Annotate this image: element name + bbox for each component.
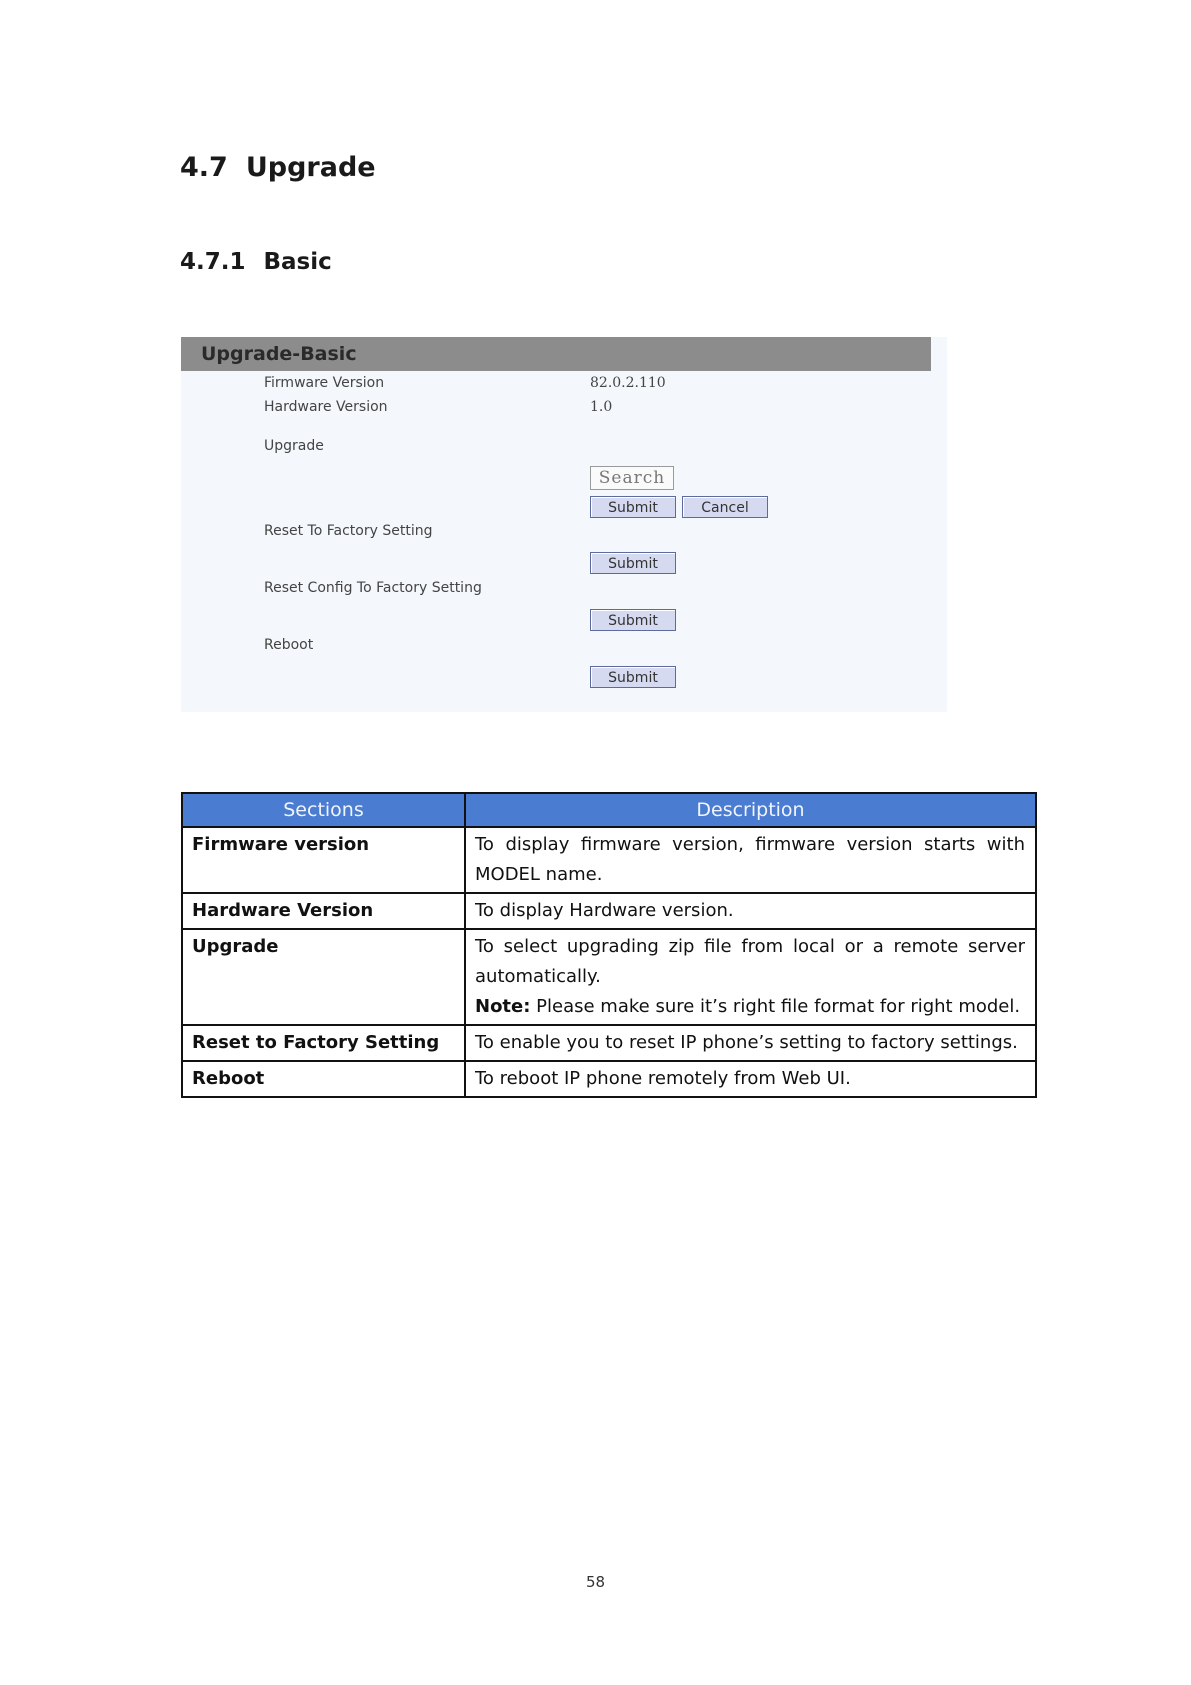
section-number: 4.7 — [180, 152, 228, 183]
table-header-row — [182, 793, 1036, 827]
reset-config-submit-button[interactable]: Submit — [590, 609, 676, 631]
upgrade-sections-table — [181, 792, 1037, 1098]
section-cell: Upgrade — [182, 929, 465, 1025]
subsection-title: Basic — [263, 249, 332, 275]
note-text: Please make sure it’s right file format for right model. — [530, 996, 1021, 1017]
upgrade-cancel-button[interactable]: Cancel — [682, 496, 768, 518]
column-header-sections: Sections — [182, 793, 465, 827]
column-header-description: Description — [465, 793, 1036, 827]
firmware-version-value: 82.0.2.110 — [590, 375, 666, 391]
description-cell: To enable you to reset IP phone’s setting to factory settings. — [465, 1025, 1036, 1061]
note-label: Note: — [475, 996, 531, 1017]
subsection-number: 4.7.1 — [180, 249, 246, 275]
subsection-heading-basic — [180, 249, 332, 275]
table-row — [182, 827, 1036, 893]
page-number: 58 — [585, 1573, 606, 1591]
description-cell: To display Hardware version. — [465, 893, 1036, 929]
upgrade-label: Upgrade — [264, 438, 324, 454]
upgrade-submit-button[interactable]: Submit — [590, 496, 676, 518]
table-row — [182, 929, 1036, 1025]
section-cell: Hardware Version — [182, 893, 465, 929]
section-title: Upgrade — [245, 152, 376, 183]
hardware-version-value: 1.0 — [590, 399, 613, 415]
section-cell: Reboot — [182, 1061, 465, 1097]
description-cell: To reboot IP phone remotely from Web UI. — [465, 1061, 1036, 1097]
table-row — [182, 893, 1036, 929]
section-cell: Firmware version — [182, 827, 465, 893]
reset-factory-submit-button[interactable]: Submit — [590, 552, 676, 574]
table-row — [182, 1025, 1036, 1061]
reset-config-label: Reset Config To Factory Setting — [264, 580, 482, 596]
upgrade-note — [475, 992, 1025, 1022]
firmware-version-label: Firmware Version — [264, 375, 385, 391]
reboot-label: Reboot — [264, 637, 314, 653]
hardware-version-label: Hardware Version — [264, 399, 388, 415]
reboot-submit-button[interactable]: Submit — [590, 666, 676, 688]
upgrade-basic-screenshot — [181, 337, 947, 712]
description-text: To select upgrading zip file from local or a remote server automatically. — [475, 936, 1025, 987]
description-cell: To display firmware version, firmware version starts with MODEL name. — [465, 827, 1036, 893]
panel-title: Upgrade-Basic — [181, 337, 931, 371]
search-file-button[interactable]: Search — [590, 466, 674, 490]
description-cell — [465, 929, 1036, 1025]
section-cell: Reset to Factory Setting — [182, 1025, 465, 1061]
table-row — [182, 1061, 1036, 1097]
section-heading-upgrade — [180, 152, 376, 183]
reset-factory-label: Reset To Factory Setting — [264, 523, 433, 539]
